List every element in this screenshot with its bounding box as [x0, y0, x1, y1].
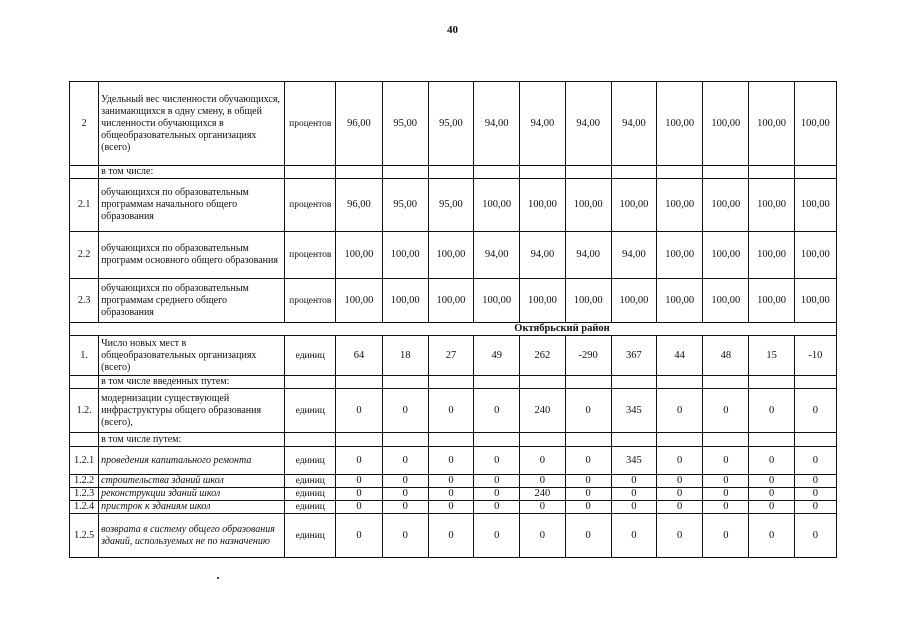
unit-cell: единиц	[285, 488, 336, 501]
empty-cell	[703, 433, 749, 447]
value-cell: 0	[794, 389, 836, 433]
value-cell: 100,00	[794, 279, 836, 323]
indicator-name: обучающихся по образовательным программам среднего общего образования	[99, 279, 285, 323]
value-cell: 0	[565, 447, 611, 475]
value-cell: 0	[336, 501, 382, 514]
value-cell: 0	[428, 501, 473, 514]
value-cell: 100,00	[336, 279, 382, 323]
indicator-name: обучающихся по образовательным программ основного общего образования	[99, 232, 285, 279]
empty-cell	[611, 433, 656, 447]
value-cell: 27	[428, 336, 473, 376]
value-cell: 100,00	[565, 179, 611, 232]
value-cell: 94,00	[474, 82, 520, 166]
value-cell: 0	[336, 475, 382, 488]
value-cell: 0	[703, 389, 749, 433]
indicator-name: Удельный вес численности обучающихся, занимающихся в одну смену, в общей численности обучающихся в общеобразовательных организациях (всего)	[99, 82, 285, 166]
value-cell: 100,00	[703, 279, 749, 323]
value-cell: 44	[657, 336, 703, 376]
empty-cell	[565, 376, 611, 389]
empty-cell	[285, 433, 336, 447]
subheading-label: в том числе введенных путем:	[99, 376, 285, 389]
table-row	[70, 514, 837, 558]
empty-cell	[794, 376, 836, 389]
value-cell: 0	[336, 488, 382, 501]
row-number: 1.2.1	[70, 447, 99, 475]
value-cell: 100,00	[794, 82, 836, 166]
value-cell: 95,00	[428, 82, 473, 166]
row-number-cell	[70, 376, 99, 389]
row-number: 1.	[70, 336, 99, 376]
value-cell: 0	[611, 488, 656, 501]
value-cell: 0	[474, 447, 520, 475]
indicator-name: пристрок к зданиям школ	[99, 501, 285, 514]
value-cell: 94,00	[565, 232, 611, 279]
row-number: 2.1	[70, 179, 99, 232]
empty-cell	[382, 166, 428, 179]
empty-cell	[382, 376, 428, 389]
empty-cell	[520, 433, 565, 447]
value-cell: 100,00	[749, 279, 794, 323]
table-row	[70, 501, 837, 514]
empty-cell	[611, 376, 656, 389]
value-cell: 0	[749, 447, 794, 475]
table-row	[70, 82, 837, 166]
value-cell: 0	[657, 488, 703, 501]
value-cell: 0	[520, 475, 565, 488]
value-cell: 0	[520, 514, 565, 558]
subheading-label: в том числе:	[99, 166, 285, 179]
unit-cell: единиц	[285, 447, 336, 475]
value-cell: 94,00	[565, 82, 611, 166]
value-cell: 96,00	[336, 82, 382, 166]
row-number: 1.2.5	[70, 514, 99, 558]
value-cell: 100,00	[794, 179, 836, 232]
empty-cell	[565, 166, 611, 179]
row-number: 1.2.4	[70, 501, 99, 514]
value-cell: 95,00	[428, 179, 473, 232]
empty-cell	[611, 166, 656, 179]
value-cell: 100,00	[611, 279, 656, 323]
value-cell: 0	[428, 488, 473, 501]
empty-cell	[520, 376, 565, 389]
value-cell: 0	[657, 501, 703, 514]
value-cell: 0	[474, 475, 520, 488]
value-cell: 0	[336, 514, 382, 558]
value-cell: 100,00	[474, 279, 520, 323]
row-number: 2.3	[70, 279, 99, 323]
subheading-label: в том числе путем:	[99, 433, 285, 447]
value-cell: 0	[565, 488, 611, 501]
subheading-row	[70, 166, 837, 179]
value-cell: 94,00	[611, 82, 656, 166]
table-row	[70, 447, 837, 475]
value-cell: 0	[657, 447, 703, 475]
value-cell: 100,00	[520, 279, 565, 323]
value-cell: 0	[382, 514, 428, 558]
value-cell: 0	[428, 389, 473, 433]
empty-cell	[657, 166, 703, 179]
table-row	[70, 232, 837, 279]
value-cell: 94,00	[520, 82, 565, 166]
value-cell: 100,00	[565, 279, 611, 323]
value-cell: 0	[611, 475, 656, 488]
value-cell: 0	[794, 447, 836, 475]
empty-cell	[794, 166, 836, 179]
value-cell: 0	[657, 514, 703, 558]
unit-cell: процентов	[285, 82, 336, 166]
value-cell: 0	[382, 389, 428, 433]
table-row	[70, 336, 837, 376]
empty-cell	[474, 433, 520, 447]
value-cell: 240	[520, 488, 565, 501]
unit-cell: единиц	[285, 389, 336, 433]
value-cell: 100,00	[428, 232, 473, 279]
value-cell: 0	[703, 514, 749, 558]
indicator-name: Число новых мест в общеобразовательных организациях (всего)	[99, 336, 285, 376]
row-number-cell	[70, 433, 99, 447]
empty-cell	[428, 166, 473, 179]
value-cell: 0	[428, 447, 473, 475]
value-cell: 0	[520, 447, 565, 475]
value-cell: 0	[474, 514, 520, 558]
value-cell: 0	[703, 447, 749, 475]
district-row	[70, 323, 837, 336]
value-cell: 64	[336, 336, 382, 376]
table-row	[70, 179, 837, 232]
value-cell: 100,00	[657, 82, 703, 166]
table-row	[70, 279, 837, 323]
row-number: 2	[70, 82, 99, 166]
value-cell: 0	[565, 501, 611, 514]
empty-cell	[474, 166, 520, 179]
value-cell: 0	[611, 514, 656, 558]
row-number: 2.2	[70, 232, 99, 279]
value-cell: 0	[794, 514, 836, 558]
unit-cell: единиц	[285, 501, 336, 514]
value-cell: 0	[565, 389, 611, 433]
value-cell: 94,00	[520, 232, 565, 279]
subheading-row	[70, 376, 837, 389]
value-cell: 94,00	[611, 232, 656, 279]
value-cell: 100,00	[657, 279, 703, 323]
indicator-name: проведения капитального ремонта	[99, 447, 285, 475]
value-cell: 100,00	[749, 179, 794, 232]
value-cell: 49	[474, 336, 520, 376]
empty-cell	[565, 433, 611, 447]
value-cell: 18	[382, 336, 428, 376]
indicator-name: строительства зданий школ	[99, 475, 285, 488]
value-cell: 0	[474, 501, 520, 514]
value-cell: 100,00	[703, 232, 749, 279]
value-cell: 0	[428, 514, 473, 558]
table-row	[70, 488, 837, 501]
value-cell: 94,00	[474, 232, 520, 279]
empty-cell	[428, 433, 473, 447]
value-cell: 96,00	[336, 179, 382, 232]
value-cell: 0	[382, 488, 428, 501]
value-cell: 0	[565, 514, 611, 558]
value-cell: 100,00	[657, 232, 703, 279]
value-cell: 0	[428, 475, 473, 488]
page-number: 40	[447, 24, 458, 36]
value-cell: -10	[794, 336, 836, 376]
indicator-name: возврата в систему общего образования зданий, используемых не по назначению	[99, 514, 285, 558]
value-cell: 0	[336, 447, 382, 475]
value-cell: 0	[611, 501, 656, 514]
empty-cell	[428, 376, 473, 389]
value-cell: 100,00	[794, 232, 836, 279]
value-cell: 100,00	[749, 232, 794, 279]
indicator-name: модернизации существующей инфраструктуры общего образования (всего),	[99, 389, 285, 433]
empty-cell	[749, 433, 794, 447]
value-cell: 100,00	[474, 179, 520, 232]
value-cell: 0	[657, 389, 703, 433]
value-cell: 100,00	[749, 82, 794, 166]
table-row	[70, 475, 837, 488]
unit-cell: единиц	[285, 336, 336, 376]
indicator-name: реконструкции зданий школ	[99, 488, 285, 501]
value-cell: 100,00	[428, 279, 473, 323]
unit-cell: процентов	[285, 179, 336, 232]
row-number: 1.2.	[70, 389, 99, 433]
value-cell: 0	[382, 501, 428, 514]
empty-cell	[520, 166, 565, 179]
empty-cell	[382, 433, 428, 447]
value-cell: 0	[703, 501, 749, 514]
value-cell: 345	[611, 389, 656, 433]
value-cell: 240	[520, 389, 565, 433]
value-cell: 0	[794, 488, 836, 501]
value-cell: 0	[749, 488, 794, 501]
empty-cell	[703, 166, 749, 179]
value-cell: 15	[749, 336, 794, 376]
value-cell: 0	[749, 389, 794, 433]
value-cell: 0	[794, 475, 836, 488]
value-cell: 367	[611, 336, 656, 376]
value-cell: 100,00	[520, 179, 565, 232]
value-cell: 0	[749, 501, 794, 514]
value-cell: -290	[565, 336, 611, 376]
empty-cell	[749, 166, 794, 179]
value-cell: 48	[703, 336, 749, 376]
value-cell: 0	[336, 389, 382, 433]
empty-cell	[336, 433, 382, 447]
row-number: 1.2.2	[70, 475, 99, 488]
value-cell: 100,00	[382, 279, 428, 323]
value-cell: 100,00	[382, 232, 428, 279]
unit-cell: процентов	[285, 232, 336, 279]
value-cell: 0	[703, 488, 749, 501]
value-cell: 100,00	[657, 179, 703, 232]
empty-cell	[749, 376, 794, 389]
value-cell: 95,00	[382, 179, 428, 232]
empty-cell	[794, 433, 836, 447]
district-heading: Октябрьский район	[70, 323, 837, 336]
value-cell: 100,00	[703, 82, 749, 166]
subheading-row	[70, 433, 837, 447]
row-number-cell	[70, 166, 99, 179]
value-cell: 0	[749, 475, 794, 488]
empty-cell	[285, 376, 336, 389]
value-cell: 95,00	[382, 82, 428, 166]
value-cell: 0	[382, 447, 428, 475]
unit-cell: процентов	[285, 279, 336, 323]
value-cell: 0	[657, 475, 703, 488]
indicator-name: обучающихся по образовательным программам начального общего образования	[99, 179, 285, 232]
value-cell: 262	[520, 336, 565, 376]
value-cell: 100,00	[336, 232, 382, 279]
empty-cell	[703, 376, 749, 389]
value-cell: 0	[794, 501, 836, 514]
unit-cell: единиц	[285, 475, 336, 488]
empty-cell	[336, 166, 382, 179]
value-cell: 0	[474, 389, 520, 433]
empty-cell	[657, 376, 703, 389]
value-cell: 0	[382, 475, 428, 488]
empty-cell	[474, 376, 520, 389]
table-row	[70, 389, 837, 433]
empty-cell	[285, 166, 336, 179]
indicators-table	[69, 81, 837, 558]
value-cell: 100,00	[611, 179, 656, 232]
value-cell: 0	[703, 475, 749, 488]
unit-cell: единиц	[285, 514, 336, 558]
value-cell: 345	[611, 447, 656, 475]
value-cell: 0	[749, 514, 794, 558]
value-cell: 0	[474, 488, 520, 501]
value-cell: 0	[520, 501, 565, 514]
value-cell: 0	[565, 475, 611, 488]
scan-speck	[217, 577, 219, 579]
empty-cell	[657, 433, 703, 447]
row-number: 1.2.3	[70, 488, 99, 501]
value-cell: 100,00	[703, 179, 749, 232]
empty-cell	[336, 376, 382, 389]
